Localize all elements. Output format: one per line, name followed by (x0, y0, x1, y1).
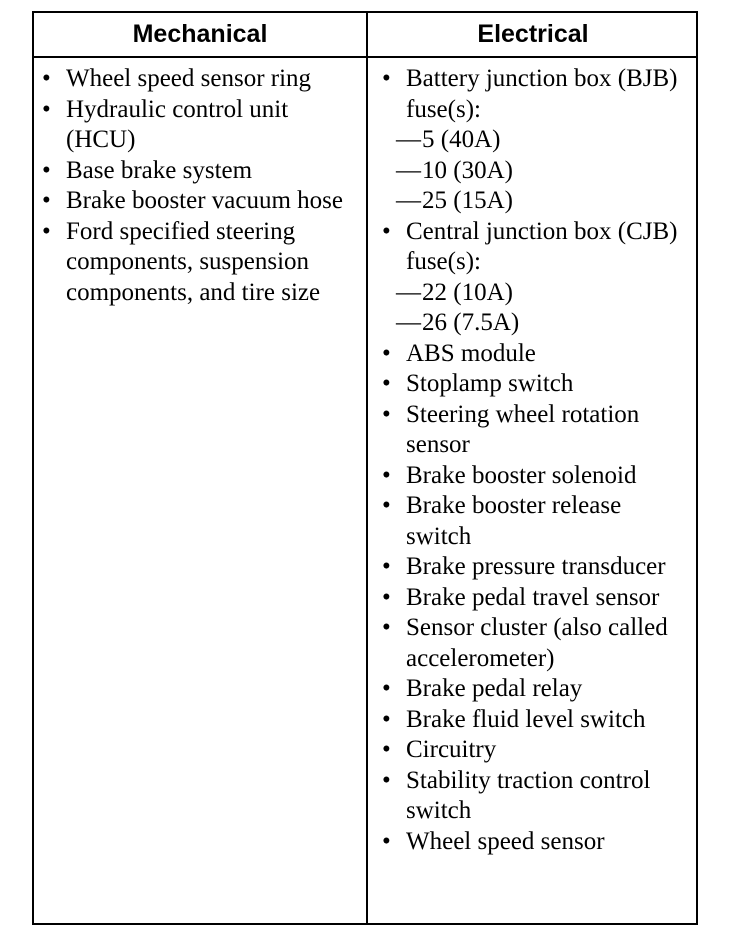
bullet-icon: • (382, 736, 391, 763)
item-text: ABS module (406, 339, 536, 367)
list-item (42, 217, 360, 309)
mechanical-list (42, 64, 360, 308)
item-text: Circuitry (406, 736, 497, 763)
bullet-icon: • (382, 370, 391, 397)
item-text: Base brake system (66, 156, 253, 184)
list-item (382, 400, 692, 461)
list-item-cjb (382, 217, 692, 278)
bullet-icon: • (382, 766, 391, 794)
item-text: Brake booster solenoid (406, 461, 637, 489)
item-text: Battery junction box (BJB) fuse(s): (406, 65, 678, 123)
item-text: Steering wheel rotation sensor (406, 400, 640, 458)
dash-icon: — (396, 309, 421, 336)
fuse-text: 5 (40A) (422, 126, 501, 153)
list-item (382, 583, 692, 614)
header-electrical: Electrical (477, 20, 589, 48)
list-item (382, 613, 692, 674)
bullet-icon: • (382, 461, 391, 489)
dash-icon: — (396, 156, 421, 184)
list-item (42, 186, 360, 217)
item-text: Brake fluid level switch (406, 705, 646, 733)
fuse-text: 25 (15A) (422, 187, 513, 214)
dash-icon: — (396, 126, 421, 153)
electrical-list (382, 64, 692, 857)
list-item (42, 64, 360, 95)
item-text: Brake booster release switch (406, 492, 622, 550)
item-text: Wheel speed sensor ring (66, 65, 312, 92)
list-item (382, 705, 692, 736)
bullet-icon: • (382, 339, 391, 367)
item-text: Wheel speed sensor (406, 827, 605, 855)
bullet-icon: • (382, 217, 391, 245)
item-text: Ford specified steering components, suspension components, and tire size (66, 217, 321, 306)
list-item (382, 674, 692, 705)
item-text: Hydraulic control unit (HCU) (66, 95, 289, 153)
item-text: Central junction box (CJB) fuse(s): (406, 217, 678, 275)
bullet-icon: • (382, 614, 391, 641)
bullet-icon: • (382, 705, 391, 733)
fuse-item (382, 156, 692, 187)
fuse-text: 26 (7.5A) (422, 309, 520, 336)
fuse-text: 10 (30A) (422, 156, 513, 184)
item-text: Brake pedal travel sensor (406, 583, 660, 611)
item-text: Stoplamp switch (406, 370, 574, 397)
fuse-item (382, 125, 692, 156)
list-item (382, 827, 692, 858)
list-item (382, 369, 692, 400)
bullet-icon: • (42, 187, 51, 214)
item-text: Sensor cluster (also called accelerometer) (406, 614, 668, 672)
bullet-icon: • (42, 156, 51, 184)
bullet-icon: • (382, 400, 391, 428)
list-item (382, 552, 692, 583)
bullet-icon: • (382, 492, 391, 519)
list-item (382, 461, 692, 492)
bullet-icon: • (42, 95, 51, 123)
item-text: Brake pedal relay (406, 675, 583, 702)
component-table (32, 11, 698, 925)
list-item (382, 339, 692, 370)
list-item (382, 735, 692, 766)
list-item-bjb (382, 64, 692, 125)
bullet-icon: • (42, 65, 51, 92)
fuse-item (382, 186, 692, 217)
item-text: Stability traction control switch (406, 766, 651, 824)
list-item (42, 156, 360, 187)
table-header-row (34, 13, 696, 58)
bullet-icon: • (382, 583, 391, 611)
bullet-icon: • (42, 217, 51, 245)
list-item (382, 766, 692, 827)
header-mechanical: Mechanical (132, 20, 268, 48)
list-item (42, 95, 360, 156)
bullet-icon: • (382, 553, 391, 580)
fuse-item (382, 278, 692, 309)
item-text: Brake booster vacuum hose (66, 187, 344, 214)
bullet-icon: • (382, 675, 391, 702)
column-divider (366, 13, 368, 923)
item-text: Brake pressure transducer (406, 553, 666, 580)
bullet-icon: • (382, 827, 391, 855)
fuse-item (382, 308, 692, 339)
fuse-text: 22 (10A) (422, 278, 513, 306)
bullet-icon: • (382, 65, 391, 92)
dash-icon: — (396, 278, 421, 306)
dash-icon: — (396, 187, 421, 214)
list-item (382, 491, 692, 552)
